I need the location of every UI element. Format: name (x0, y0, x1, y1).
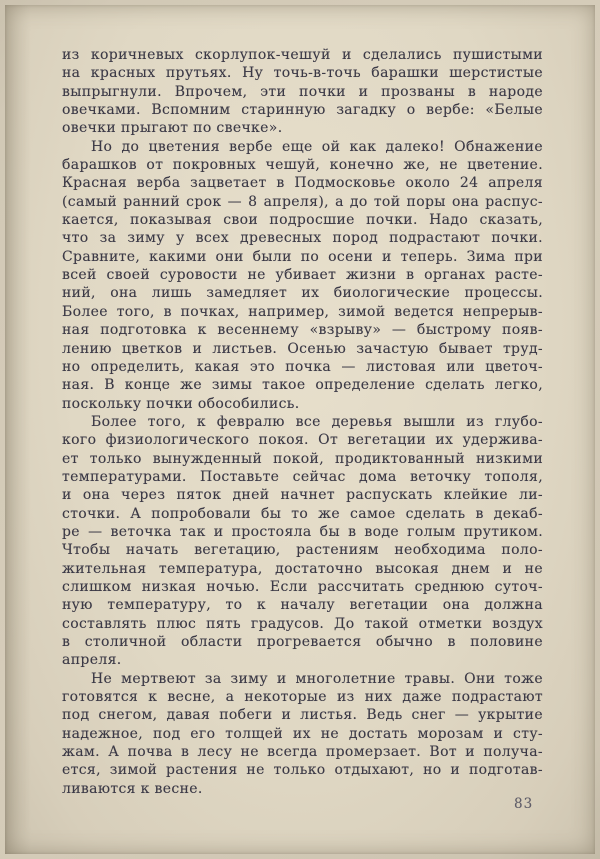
text-line: жительная температура, достаточно высокая днем и не (62, 560, 543, 577)
text-line: надежное, под его толщей их не достать морозам и сту- (62, 725, 543, 742)
page-surface (5, 5, 595, 854)
text-line: ливаются к весне. (62, 780, 203, 797)
text-line: Красная верба зацветает в Подмосковье около 24 апреля (62, 175, 543, 192)
text-line: жам. А почва в лесу не всегда промерзает. Вот и получа- (62, 744, 543, 761)
text-line: всей своей суровости не убивает жизни в органах расте- (62, 267, 543, 284)
text-line: ет только вынужденный покой, продиктованный низкими (62, 450, 543, 467)
paragraph (62, 46, 543, 138)
text-line: что за зиму у всех древесных пород подрастают почки. (62, 230, 543, 247)
text-line: Более того, в почках, например, зимой ведется непрерыв- (62, 303, 543, 320)
text-line: ний, она лишь замедляет их биологические процессы. (62, 285, 543, 302)
text-line: ная подготовка к весеннему «взрыву» — быстрому появ- (62, 322, 543, 339)
page-number: 83 (514, 796, 534, 812)
text-line: апреля. (62, 652, 122, 669)
text-line: ная. В конце же зимы такое определение сделать легко, (62, 377, 543, 394)
text-line: на красных прутьях. Ну точь-в-точь барашки шерстистые (62, 65, 543, 82)
text-line: барашков от покровных чешуй, конечно же, не цветение. (62, 157, 543, 174)
text-line: и она через пяток дней начнет распускать клейкие ли- (62, 487, 543, 504)
text-line: (самый ранний срок — 8 апреля), а до той поры она распус- (62, 193, 543, 210)
text-line: слишком низкая ночью. Если рассчитать среднюю суточ- (62, 578, 543, 595)
text-line: составлять плюс пять градусов. До такой отметки воздух (62, 615, 543, 632)
text-line: температурами. Поставьте сейчас дома веточку тополя, (62, 468, 543, 485)
text-line: Более того, к февралю все деревья вышли из глубо- (91, 413, 543, 430)
text-line: овечками. Вспомним старинную загадку о вербе: «Белые (62, 102, 543, 119)
paragraph (62, 670, 543, 798)
text-line: сточки. А попробовали бы то же самое сделать в декаб- (62, 505, 543, 522)
binding-shade (5, 5, 31, 854)
text-line: ется, зимой растения не только отдыхают, но и подготав- (62, 762, 543, 779)
text-line: Сравните, какими они были по осени и теперь. Зима при (62, 248, 543, 265)
text-line: Чтобы начать вегетацию, растениям необходима поло- (62, 542, 543, 559)
text-line: из коричневых скорлупок-чешуй и сделались пушистыми (62, 47, 543, 63)
text-line: в столичной области прогревается обычно в половине (62, 634, 543, 650)
text-line: лению цветков и листьев. Осенью зачастую бывает труд- (62, 340, 543, 357)
text-line: кого физиологического покоя. От вегетации их удержива- (62, 432, 543, 449)
text-line: поскольку почки обособились. (62, 395, 300, 412)
text-line: овечки прыгают по свечке». (62, 120, 283, 137)
text-line: Не мертвеют за зиму и многолетние травы. Они тоже (91, 670, 543, 687)
text-line: готовятся к весне, а некоторые из них даже подрастают (62, 689, 543, 706)
text-line: выпрыгнули. Впрочем, эти почки и прозваны в народе (62, 83, 543, 100)
text-line: Но до цветения вербе еще ой как далеко! Обнажение (91, 138, 543, 155)
page-text (62, 46, 543, 798)
text-line: но определить, какая это почка — листовая или цветоч- (62, 358, 543, 375)
text-line: ную температуру, то к началу вегетации она должна (62, 597, 543, 614)
text-line: ре — веточка так и простояла бы в воде голым прутиком. (62, 523, 543, 540)
text-line: кается, показывая свои подросшие почки. Надо сказать, (62, 212, 543, 229)
paragraph (62, 138, 543, 413)
text-line: под снегом, давая побеги и листья. Ведь снег — укрытие (62, 707, 543, 724)
paragraph (62, 413, 543, 670)
